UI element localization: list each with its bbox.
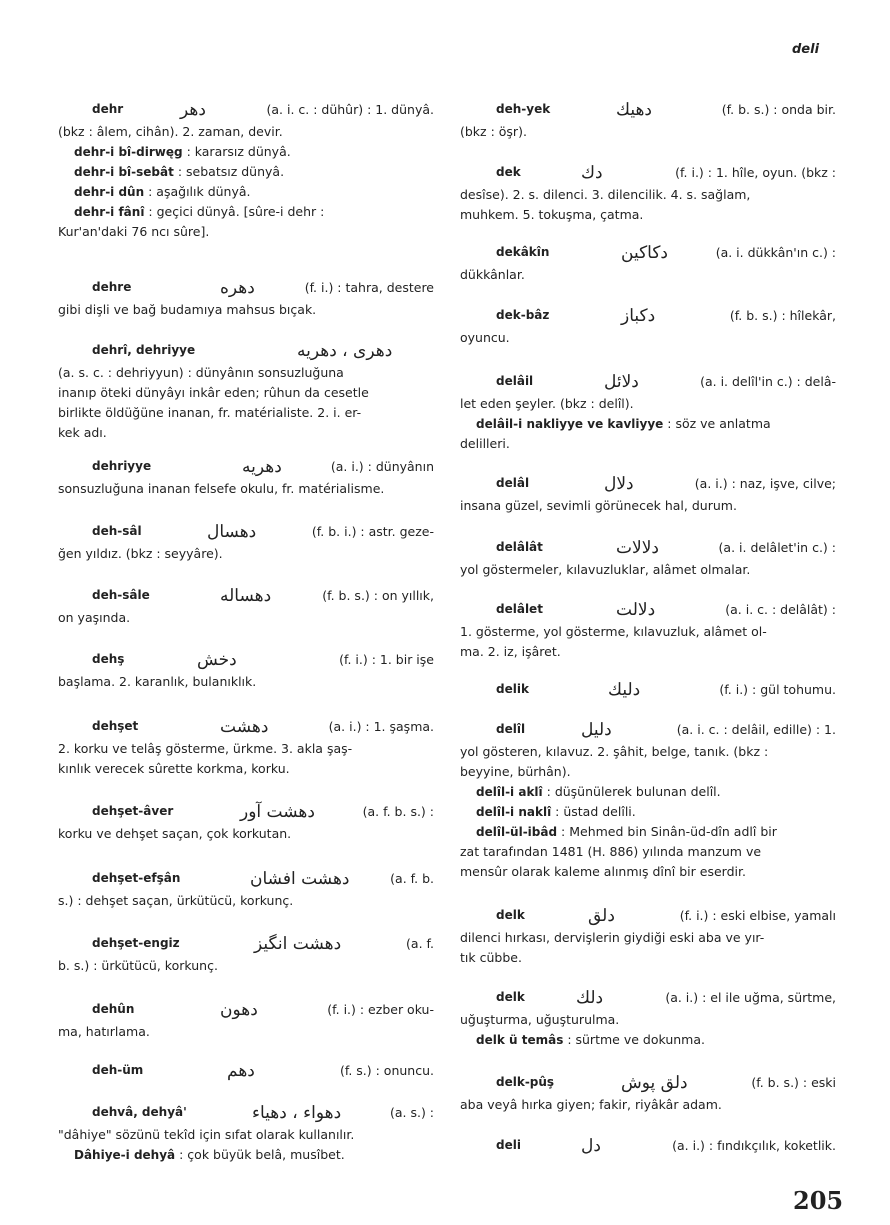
entry-headline — [460, 474, 836, 496]
sub-entry-term: Dâhiye-i dehyâ — [74, 1148, 176, 1162]
definition-line: zat tarafından 1481 (H. 886) yılında manzum ve — [460, 844, 762, 859]
entry-grammar: (a. i. delîl'in c.) : delâ- — [700, 374, 836, 389]
definition-line: (bkz : öşr). — [460, 124, 527, 139]
entry-arabic-script: دهشت افشان — [250, 869, 350, 889]
entry-term: dehre — [92, 280, 132, 294]
entry-arabic-script: دهشت انگيز — [254, 934, 342, 954]
dictionary-entry — [58, 934, 434, 976]
entry-term: delâil — [496, 374, 534, 388]
entry-headline — [460, 306, 836, 328]
definition-line: muhkem. 5. tokuşma, çatma. — [460, 207, 644, 222]
page-number: 205 — [793, 1186, 844, 1215]
entry-grammar: (f. b. s.) : hîlekâr, — [729, 308, 836, 323]
sub-entry-text: : üstad delîli. — [551, 804, 636, 819]
dictionary-entry — [460, 906, 836, 968]
entry-grammar: (f. i.) : ezber oku- — [327, 1002, 434, 1017]
entry-term: dehrî, dehriyye — [92, 343, 196, 357]
definition-line: mensûr olarak kaleme alınmış dînî bir eserdir. — [460, 864, 746, 879]
definition-line: gibi dişli ve bağ budamıya mahsus bıçak. — [58, 302, 317, 317]
entry-grammar: (f. i.) : gül tohumu. — [719, 682, 836, 697]
entry-arabic-script: دهسال — [207, 522, 257, 542]
dictionary-entry — [58, 278, 434, 320]
entry-arabic-script: دهشت آور — [240, 802, 315, 822]
definition-line: (a. s. c. : dehriyyun) : dünyânın sonsuzluğuna — [58, 365, 344, 380]
definition-line: başlama. 2. karanlık, bulanıklık. — [58, 674, 257, 689]
sub-entry-text: : düşünülerek bulunan delîl. — [542, 784, 721, 799]
entry-grammar: (a. f. b. s.) : — [362, 804, 434, 819]
sub-entry — [58, 182, 434, 202]
definition-line: 2. korku ve telâş gösterme, ürkme. 3. akla şaş- — [58, 741, 353, 756]
entry-headline — [58, 100, 434, 122]
definition-line: inanıp öteki dünyâyı inkâr eden; rûhun da cesetle — [58, 385, 369, 400]
entry-grammar: (f. b. s.) : eski — [751, 1075, 836, 1090]
entry-arabic-script: دليك — [608, 680, 641, 700]
definition-line: oyuncu. — [460, 330, 510, 345]
entry-arabic-script: دهرى ، دهريه — [297, 341, 393, 361]
sub-entry — [460, 1030, 836, 1050]
entry-headline — [460, 100, 836, 122]
entry-arabic-script: دهشت — [220, 717, 269, 737]
entry-arabic-script: دلالت — [616, 600, 656, 620]
dictionary-entry — [58, 1103, 434, 1165]
sub-entry-text: : Mehmed bin Sinân-üd-dîn adlî bir — [557, 824, 777, 839]
sub-entry-term: delk ü temâs — [476, 1033, 564, 1047]
entry-term: dek-bâz — [496, 308, 550, 322]
sub-entry-term: delîl-i aklî — [476, 785, 543, 799]
entry-grammar: (f. i.) : 1. hîle, oyun. (bkz : — [675, 165, 836, 180]
sub-entry — [460, 802, 836, 822]
definition-line: dükkânlar. — [460, 267, 525, 282]
dictionary-entry — [58, 802, 434, 844]
sub-entry-term: dehr-i dûn — [74, 185, 145, 199]
entry-arabic-script: دليل — [581, 720, 612, 740]
entry-term: delâlet — [496, 602, 543, 616]
entry-headline — [460, 163, 836, 185]
entry-headline — [58, 717, 434, 739]
dictionary-entry — [460, 1073, 836, 1115]
entry-arabic-script: دل — [581, 1136, 601, 1156]
entry-term: dehşet-efşân — [92, 871, 181, 885]
entry-headline — [58, 341, 434, 363]
dictionary-entry — [58, 100, 434, 242]
dictionary-entry — [460, 243, 836, 285]
entry-term: dehvâ, dehyâ' — [92, 1105, 187, 1119]
sub-entry-term: dehr-i bî-sebât — [74, 165, 174, 179]
entry-term: dehûn — [92, 1002, 135, 1016]
definition-line: sonsuzluğuna inanan felsefe okulu, fr. matérialisme. — [58, 481, 385, 496]
entry-arabic-script: دهم — [227, 1061, 255, 1081]
sub-entry-text: : çok büyük belâ, musîbet. — [175, 1147, 345, 1162]
dictionary-entry — [460, 600, 836, 662]
entry-term: dehşet-engiz — [92, 936, 180, 950]
dictionary-entry — [460, 163, 836, 225]
entry-headline — [460, 680, 836, 702]
sub-entry — [460, 782, 836, 802]
entry-arabic-script: دلال — [604, 474, 634, 494]
entry-arabic-script: دلالات — [616, 538, 659, 558]
entry-headline — [460, 538, 836, 560]
entry-grammar: (a. i.) : fındıkçılık, koketlik. — [672, 1138, 836, 1153]
dictionary-entry — [460, 100, 836, 142]
definition-line: (bkz : âlem, cihân). 2. zaman, devir. — [58, 124, 283, 139]
definition-line: tık cübbe. — [460, 950, 522, 965]
definition-line: desîse). 2. s. dilenci. 3. dilencilik. 4. s. sağlam, — [460, 187, 751, 202]
entry-term: dehr — [92, 102, 124, 116]
dictionary-entry — [460, 720, 836, 882]
definition-line: korku ve dehşet saçan, çok korkutan. — [58, 826, 292, 841]
definition-line: dilenci hırkası, dervişlerin giydiği eski aba ve yır- — [460, 930, 765, 945]
entry-arabic-script: دهساله — [220, 586, 272, 606]
definition-line: insana güzel, sevimli görünecek hal, durum. — [460, 498, 737, 513]
entry-term: delk — [496, 908, 525, 922]
definition-line: kınlık verecek sûrette korkma, korku. — [58, 761, 290, 776]
definition-line: "dâhiye" sözünü tekîd için sıfat olarak kullanılır. — [58, 1127, 355, 1142]
sub-entry — [460, 822, 836, 842]
definition-line: birlikte öldüğüne inanan, fr. matérialiste. 2. i. er- — [58, 405, 362, 420]
dictionary-entry — [58, 1000, 434, 1042]
definition-line: s.) : dehşet saçan, ürkütücü, korkunç. — [58, 893, 294, 908]
sub-entry-text: : geçici dünyâ. [sûre-i dehr : — [144, 204, 325, 219]
entry-arabic-script: دك — [581, 163, 603, 183]
entry-term: dehriyye — [92, 459, 152, 473]
dictionary-entry — [460, 474, 836, 516]
definition-line: ğen yıldız. (bkz : seyyâre). — [58, 546, 223, 561]
entry-headline — [460, 988, 836, 1010]
entry-term: dek — [496, 165, 521, 179]
entry-term: delik — [496, 682, 529, 696]
entry-grammar: (f. i.) : eski elbise, yamalı — [679, 908, 836, 923]
dictionary-entry — [58, 717, 434, 779]
dictionary-entry — [460, 1136, 836, 1158]
entry-term: deh-sâl — [92, 524, 142, 538]
sub-entry — [460, 414, 836, 434]
entry-arabic-script: دلك — [576, 988, 604, 1008]
sub-entry-term: delâil-i nakliyye ve kavliyye — [476, 417, 664, 431]
definition-line: yol gösteren, kılavuz. 2. şâhit, belge, tanık. (bkz : — [460, 744, 769, 759]
sub-entry — [58, 1145, 434, 1165]
entry-headline — [460, 372, 836, 394]
sub-entry-text: : söz ve anlatma — [663, 416, 771, 431]
entry-arabic-script: دخش — [197, 650, 237, 670]
entry-grammar: (a. f. — [406, 936, 434, 951]
sub-entry-term: dehr-i bî-dirwęg — [74, 145, 183, 159]
entry-term: dehşet — [92, 719, 139, 733]
sub-entry — [58, 202, 434, 222]
definition-line: Kur'an'daki 76 ncı sûre]. — [58, 224, 210, 239]
entry-grammar: (f. i.) : 1. bir işe — [339, 652, 434, 667]
entry-grammar: (f. b. i.) : astr. geze- — [311, 524, 434, 539]
entry-arabic-script: دلق پوش — [621, 1073, 688, 1093]
sub-entry-text: : sürtme ve dokunma. — [563, 1032, 705, 1047]
entry-grammar: (a. i. c. : delâil, edille) : 1. — [676, 722, 836, 737]
definition-line: on yaşında. — [58, 610, 131, 625]
entry-headline — [58, 1103, 434, 1125]
entry-grammar: (a. i. delâlet'in c.) : — [718, 540, 836, 555]
entry-headline — [58, 522, 434, 544]
dictionary-entry — [460, 306, 836, 348]
dictionary-entry — [460, 372, 836, 454]
sub-entry-term: delîl-ül-ibâd — [476, 825, 558, 839]
definition-line: b. s.) : ürkütücü, korkunç. — [58, 958, 218, 973]
entry-headline — [58, 1061, 434, 1083]
entry-grammar: (a. i.) : naz, işve, cilve; — [694, 476, 836, 491]
running-head: deli — [792, 42, 820, 57]
definition-line: ma. 2. iz, işâret. — [460, 644, 561, 659]
entry-headline — [58, 1000, 434, 1022]
entry-headline — [460, 243, 836, 265]
definition-line: let eden şeyler. (bkz : delîl). — [460, 396, 634, 411]
dictionary-entry — [58, 650, 434, 692]
entry-headline — [58, 278, 434, 300]
entry-grammar: (a. f. b. — [390, 871, 434, 886]
entry-grammar: (a. i. c. : delâlât) : — [725, 602, 836, 617]
entry-arabic-script: دلق — [588, 906, 615, 926]
definition-line: 1. gösterme, yol gösterme, kılavuzluk, alâmet ol- — [460, 624, 767, 639]
entry-arabic-script: دهواء ، دهياء — [252, 1103, 342, 1123]
entry-arabic-script: دكاكين — [621, 243, 669, 263]
entry-arabic-script: دكباز — [621, 306, 656, 326]
entry-term: dekâkîn — [496, 245, 550, 259]
entry-term: delîl — [496, 722, 526, 736]
entry-term: delâl — [496, 476, 530, 490]
entry-grammar: (f. b. s.) : onda bir. — [721, 102, 836, 117]
sub-entry-term: delîl-i naklî — [476, 805, 552, 819]
entry-term: dehş — [92, 652, 125, 666]
dictionary-entry — [460, 988, 836, 1050]
entry-grammar: (f. i.) : tahra, destere — [304, 280, 434, 295]
entry-term: deh-sâle — [92, 588, 150, 602]
entry-headline — [58, 586, 434, 608]
entry-headline — [460, 1136, 836, 1158]
definition-line: ma, hatırlama. — [58, 1024, 150, 1039]
entry-headline — [58, 457, 434, 479]
entry-arabic-script: دهريه — [242, 457, 282, 477]
dictionary-entry — [58, 341, 434, 443]
entry-grammar: (a. i.) : el ile uğma, sürtme, — [665, 990, 836, 1005]
entry-arabic-script: دهون — [220, 1000, 258, 1020]
entry-grammar: (f. b. s.) : on yıllık, — [322, 588, 434, 603]
definition-line: kek adı. — [58, 425, 107, 440]
entry-arabic-script: دهر — [180, 100, 206, 120]
entry-grammar: (a. i.) : dünyânın — [330, 459, 434, 474]
entry-term: deh-üm — [92, 1063, 144, 1077]
entry-headline — [460, 1073, 836, 1095]
entry-headline — [58, 650, 434, 672]
sub-entry-text: : kararsız dünyâ. — [182, 144, 291, 159]
sub-entry — [58, 142, 434, 162]
entry-term: deli — [496, 1138, 521, 1152]
entry-term: delk-pûş — [496, 1075, 555, 1089]
dictionary-entry — [58, 457, 434, 499]
entry-grammar: (a. i.) : 1. şaşma. — [328, 719, 434, 734]
entry-term: dehşet-âver — [92, 804, 174, 818]
entry-headline — [58, 802, 434, 824]
entry-headline — [460, 720, 836, 742]
entry-headline — [58, 869, 434, 891]
definition-line: beyyine, bürhân). — [460, 764, 571, 779]
entry-arabic-script: دهره — [220, 278, 255, 298]
definition-line: yol göstermeler, kılavuzluklar, alâmet olmalar. — [460, 562, 751, 577]
entry-headline — [460, 906, 836, 928]
dictionary-entry — [460, 680, 836, 702]
dictionary-entry — [58, 869, 434, 911]
sub-entry-text: : sebatsız dünyâ. — [173, 164, 285, 179]
entry-grammar: (a. s.) : — [389, 1105, 434, 1120]
entry-grammar: (f. s.) : onuncu. — [339, 1063, 434, 1078]
definition-line: delilleri. — [460, 436, 510, 451]
definition-line: aba veyâ hırka giyen; fakir, riyâkâr adam. — [460, 1097, 722, 1112]
entry-grammar: (a. i. dükkân'ın c.) : — [715, 245, 836, 260]
entry-headline — [58, 934, 434, 956]
definition-line: uğuşturma, uğuşturulma. — [460, 1012, 620, 1027]
entry-term: deh-yek — [496, 102, 551, 116]
entry-grammar: (a. i. c. : dühûr) : 1. dünyâ. — [266, 102, 434, 117]
dictionary-entry — [58, 586, 434, 628]
dictionary-entry — [460, 538, 836, 580]
entry-headline — [460, 600, 836, 622]
entry-term: delâlât — [496, 540, 543, 554]
dictionary-entry — [58, 522, 434, 564]
entry-term: delk — [496, 990, 525, 1004]
entry-arabic-script: دهيك — [616, 100, 652, 120]
sub-entry — [58, 162, 434, 182]
sub-entry-text: : aşağılık dünyâ. — [144, 184, 251, 199]
sub-entry-term: dehr-i fânî — [74, 205, 145, 219]
dictionary-entry — [58, 1061, 434, 1083]
entry-arabic-script: دلائل — [604, 372, 639, 392]
